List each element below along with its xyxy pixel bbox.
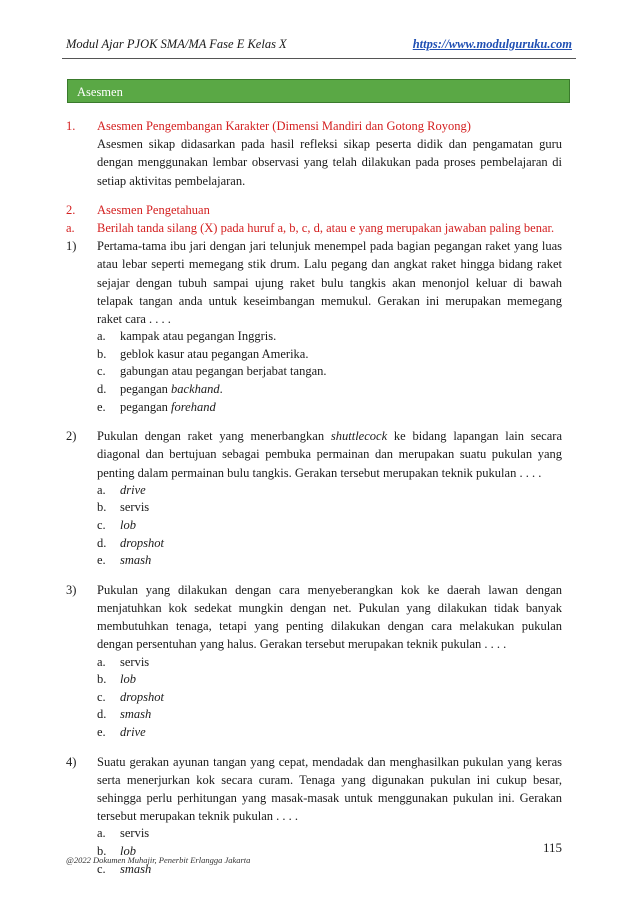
option: c. smash bbox=[97, 861, 152, 876]
section-1-heading bbox=[66, 117, 562, 135]
instruction-text: Berilah tanda silang (X) pada huruf a, b, c, d, atau e yang merupakan jawaban paling benar. bbox=[97, 221, 555, 236]
option: d. dropshot bbox=[97, 535, 164, 550]
option: b. geblok kasur atau pegangan Amerika. bbox=[97, 346, 309, 361]
section-2-number: 2. bbox=[66, 202, 76, 217]
question-number: 4) bbox=[66, 754, 77, 769]
question-1 bbox=[66, 237, 562, 328]
option: c. dropshot bbox=[97, 689, 164, 704]
page-number: 115 bbox=[542, 840, 562, 855]
section-banner: Asesmen bbox=[67, 79, 570, 103]
question-text: Pertama-tama ibu jari dengan jari telunjuk menempel pada bagian pegangan raket yang luas atau lebar seperti memegang stik drum. Lalu pegang dan angkat raket hingga bidang raket sejajar dengan tubuh sampai ujung raket bulu tangkis akan menonjol keluar di bawah telapak tangan anda untuk keseimbangan memukul. Gerakan ini merupakan memegang raket cara . . . . bbox=[97, 239, 562, 327]
question-number: 3) bbox=[66, 582, 77, 597]
header-module-title: Modul Ajar PJOK SMA/MA Fase E Kelas X bbox=[66, 37, 287, 51]
option: a. kampak atau pegangan Inggris. bbox=[97, 329, 277, 344]
option: d. pegangan backhand. bbox=[97, 382, 223, 397]
section-1-title: Asesmen Pengembangan Karakter (Dimensi Mandiri dan Gotong Royong) bbox=[97, 119, 471, 133]
option: c. lob bbox=[97, 518, 136, 532]
option: e. smash bbox=[97, 553, 152, 568]
section-1-body: Asesmen sikap didasarkan pada hasil refleksi sikap peserta didik dan pengamatan guru dengan menggunakan lembar observasi yang telah dilakukan pada proses pembelajaran di setiap aktivitas pembelajaran. bbox=[97, 137, 562, 188]
section-2-heading bbox=[66, 201, 562, 219]
option: a. drive bbox=[97, 482, 146, 497]
instruction-letter: a. bbox=[66, 221, 75, 236]
question-4 bbox=[66, 753, 562, 826]
option: b. servis bbox=[97, 500, 150, 515]
section-1-number: 1. bbox=[66, 119, 76, 133]
question-number: 2) bbox=[66, 429, 77, 444]
section-1-body-row bbox=[66, 135, 562, 190]
document-body bbox=[66, 117, 562, 878]
question-2 bbox=[66, 427, 562, 482]
question-text: Pukulan yang dilakukan dengan cara menyeberangkan kok ke daerah lawan dengan menjatuhkan kok sedekat mungkin dengan net. Pukulan yang dilakukan tidak banyak membutuhkan tenaga, tetapi yang penting dilakukan dengan cara melakukan pukulan dengan persentuhan yang halus. Gerakan tersebut merupakan teknik pukulan . . . . bbox=[97, 582, 562, 652]
option: e. pegangan forehand bbox=[97, 399, 216, 414]
header-website-link[interactable]: https://www.modulguruku.com bbox=[412, 37, 572, 51]
header-divider bbox=[62, 58, 576, 59]
option: a. servis bbox=[97, 826, 150, 841]
option: b. lob bbox=[97, 672, 136, 687]
option: a. servis bbox=[97, 654, 150, 669]
option: d. smash bbox=[97, 707, 152, 722]
instruction-row bbox=[66, 219, 562, 237]
option: b. lob bbox=[97, 843, 136, 858]
option: c. gabungan atau pegangan berjabat tangan. bbox=[97, 364, 327, 379]
section-2-title: Asesmen Pengetahuan bbox=[97, 202, 210, 217]
footer-copyright: @2022 Dokumen Muhajir, Penerbit Erlangga Jakarta bbox=[66, 855, 251, 865]
question-text: Suatu gerakan ayunan tangan yang cepat, mendadak dan menghasilkan pukulan yang keras serta menerjurkan kok secara curam. Tenaga yang digunakan pukulan ini cukup besar, sehingga perlu perhitungan yang masak-masak untuk menggunakan pukulan ini. Gerakan tersebut merupakan teknik pukulan . . . . bbox=[97, 754, 562, 824]
option: e. drive bbox=[97, 724, 146, 739]
question-3 bbox=[66, 581, 562, 654]
question-number: 1) bbox=[66, 239, 77, 254]
question-text: Pukulan dengan raket yang menerbangkan shuttlecock ke bidang lapangan lain secara diagonal dan bertujuan sebagai pembuka permainan dan merupakan suatu pukulan yang penting dalam permainan bulu tangkis. Gerakan tersebut merupakan teknik pukulan . . . . bbox=[97, 429, 562, 480]
